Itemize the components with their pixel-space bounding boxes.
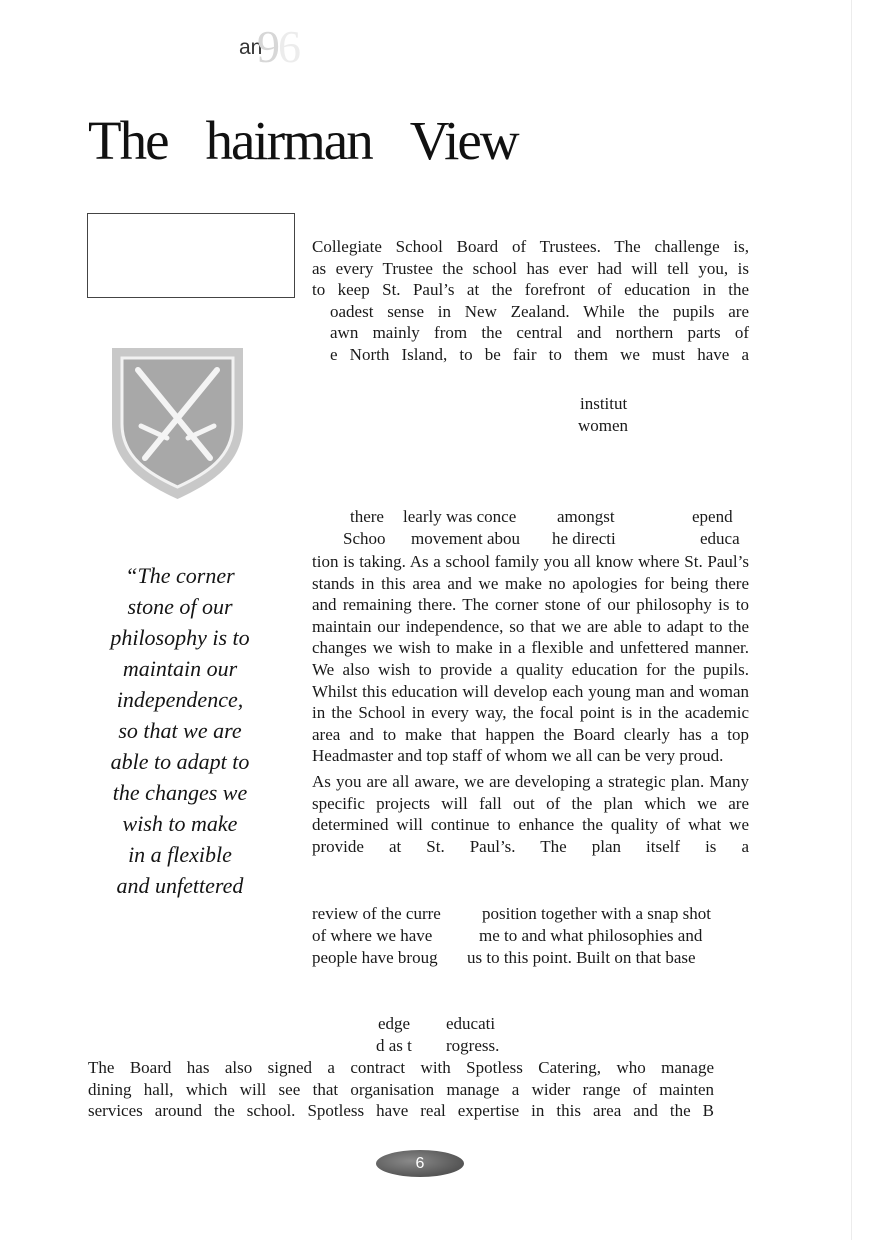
text-fragment: women <box>578 416 629 435</box>
body-line: The Board has also signed a contract with Spotless Catering, who manage <box>88 1058 714 1077</box>
text-fragment: position together with a snap shot <box>482 904 712 923</box>
pull-quote-line: “The corner <box>125 563 235 588</box>
pull-quote-line: independence, <box>116 687 244 712</box>
page-title <box>88 106 556 176</box>
pull-quote-line: philosophy is to <box>110 625 250 650</box>
title-word-3: View <box>409 110 518 171</box>
body-line: as every Trustee the school has ever had will tell you, is <box>312 258 749 278</box>
text-fragment: institut <box>580 394 628 413</box>
text-fragment: educa <box>700 529 740 548</box>
body-line: e North Island, to be fair to them we must have a <box>330 344 749 364</box>
text-fragment: learly was conce <box>403 507 517 526</box>
text-fragment: educati <box>446 1014 496 1033</box>
body-line: oadest sense in New Zealand. While the pupils are <box>330 301 749 321</box>
text-fragment: us to this point. Built on that base <box>467 948 696 967</box>
text-fragment: epend <box>692 507 733 526</box>
header-year-digit-2: 6 <box>278 21 299 72</box>
bottom-paragraph <box>88 1057 714 1122</box>
pull-quote <box>96 560 264 901</box>
text-fragment: Schoo <box>343 529 386 548</box>
text-fragment: people have broug <box>312 948 438 967</box>
text-fragment: movement abou <box>411 529 521 548</box>
pull-quote-line: wish to make <box>122 811 238 836</box>
text-fragment: there <box>350 507 384 526</box>
pull-quote-line: in a flexible <box>128 842 232 867</box>
header-year <box>257 20 299 73</box>
text-fragment: d as t <box>376 1036 412 1055</box>
pull-quote-line: so that we are <box>118 718 242 743</box>
pull-quote-line: the changes we <box>112 780 248 805</box>
text-fragment: review of the curre <box>312 904 441 923</box>
body-paragraph-1 <box>312 236 749 366</box>
text-fragment: he directi <box>552 529 616 548</box>
page-edge-line <box>851 0 852 1240</box>
school-crest-icon <box>110 346 245 501</box>
text-fragment: edge <box>378 1014 411 1033</box>
body-paragraph-3: As you are all aware, we are developing a strategic plan. Many specific projects will fall out of the plan which we are determined will continue to enhance the quality of what we provide at St. Paul’s. The plan itself is a <box>312 771 749 856</box>
text-fragment: amongst <box>557 507 615 526</box>
body-line: services around the school. Spotless have real expertise in this area and the B <box>88 1101 714 1121</box>
body-paragraph-2: tion is taking. As a school family you all know where St. Paul’s stands in this area and we make no apologies for being there and remaining there. The corner stone of our philosophy is to maintain our independence, so that we are able to adapt to the changes we wish to make in a flexible and unfettered manner. We also wish to provide a quality education for the pupils. Whilst this education will develop each young man and woman in the School in every way, the focal point is in the academic area and to make that happen the Board clearly has a top Headmaster and top staff of whom we all can be very proud. <box>312 552 749 766</box>
header-tag: an <box>239 36 263 59</box>
pull-quote-line: maintain our <box>122 656 238 681</box>
pull-quote-line: able to adapt to <box>110 749 250 774</box>
body-line: dining hall, which will see that organisation manage a wider range of mainten <box>88 1079 714 1099</box>
body-paragraphs-main <box>312 551 749 857</box>
page-number: 6 <box>376 1150 464 1177</box>
text-fragment: of where we have <box>312 926 433 945</box>
title-word-1: The <box>88 110 168 171</box>
pull-quote-line: and unfettered <box>116 873 244 898</box>
photo-frame <box>87 213 295 298</box>
body-line: awn mainly from the central and northern parts of <box>330 323 749 343</box>
text-fragment: rogress. <box>446 1036 500 1055</box>
body-line: Collegiate School Board of Trustees. The challenge is, <box>312 237 749 256</box>
text-fragment: me to and what philosophies and <box>479 926 703 945</box>
header-year-digit-1: 9 <box>257 21 278 72</box>
body-line: to keep St. Paul’s at the forefront of education in the <box>312 280 749 300</box>
pull-quote-line: stone of our <box>127 594 233 619</box>
title-word-2: hairman <box>205 110 372 171</box>
